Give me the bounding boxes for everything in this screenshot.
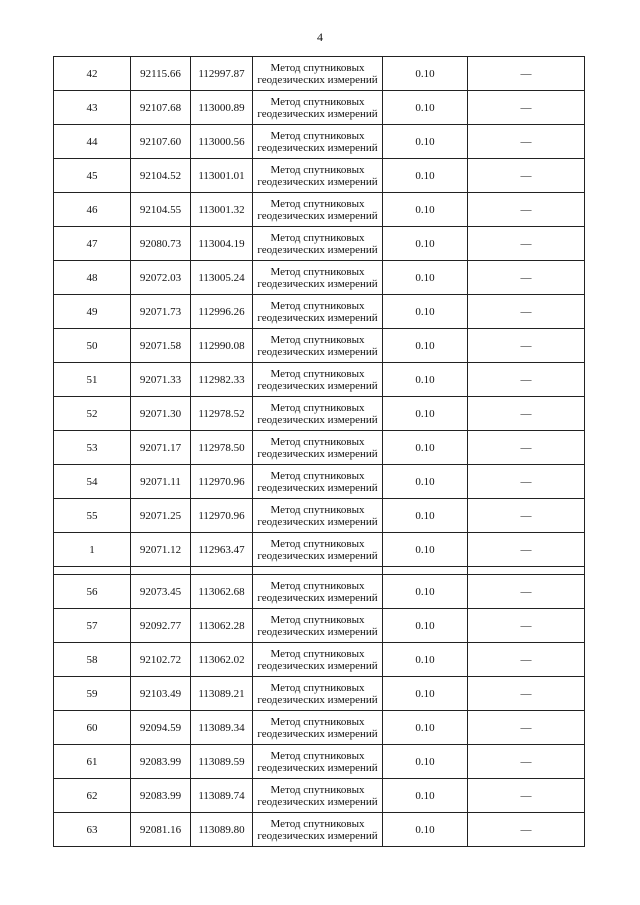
method-line-2: геодезических измерений: [257, 447, 378, 460]
x-coordinate-cell: 92107.60: [131, 125, 191, 159]
group-separator-row: [54, 567, 585, 575]
method-line-2: геодезических измерений: [257, 795, 378, 808]
accuracy-cell: 0.10: [383, 125, 468, 159]
method-line-2: геодезических измерений: [257, 277, 378, 290]
method-cell: [253, 363, 383, 397]
method-line-1: Метод спутниковых: [270, 299, 365, 312]
table-row: [54, 499, 585, 533]
accuracy-cell: 0.10: [383, 499, 468, 533]
method-cell: [253, 91, 383, 125]
y-coordinate-cell: 112978.50: [191, 431, 253, 465]
y-coordinate-cell: 113062.28: [191, 609, 253, 643]
y-coordinate-cell: 112970.96: [191, 465, 253, 499]
method-line-2: геодезических измерений: [257, 481, 378, 494]
separator-cell: [191, 567, 253, 575]
method-line-2: геодезических измерений: [257, 829, 378, 842]
method-line-1: Метод спутниковых: [270, 647, 365, 660]
method-line-2: геодезических измерений: [257, 693, 378, 706]
point-number-cell: 45: [54, 159, 131, 193]
note-cell: —: [468, 125, 585, 159]
note-cell: —: [468, 363, 585, 397]
separator-cell: [131, 567, 191, 575]
x-coordinate-cell: 92103.49: [131, 677, 191, 711]
x-coordinate-cell: 92071.33: [131, 363, 191, 397]
x-coordinate-cell: 92072.03: [131, 261, 191, 295]
point-number-cell: 47: [54, 227, 131, 261]
point-number-cell: 55: [54, 499, 131, 533]
method-cell: [253, 813, 383, 847]
accuracy-cell: 0.10: [383, 779, 468, 813]
y-coordinate-cell: 113062.02: [191, 643, 253, 677]
method-line-2: геодезических измерений: [257, 141, 378, 154]
method-line-2: геодезических измерений: [257, 379, 378, 392]
point-number-cell: 59: [54, 677, 131, 711]
separator-cell: [54, 567, 131, 575]
method-line-1: Метод спутниковых: [270, 469, 365, 482]
table-row: [54, 227, 585, 261]
y-coordinate-cell: 113089.34: [191, 711, 253, 745]
accuracy-cell: 0.10: [383, 813, 468, 847]
y-coordinate-cell: 113089.74: [191, 779, 253, 813]
note-cell: —: [468, 779, 585, 813]
method-line-1: Метод спутниковых: [270, 401, 365, 414]
x-coordinate-cell: 92071.58: [131, 329, 191, 363]
point-number-cell: 54: [54, 465, 131, 499]
table-row: [54, 711, 585, 745]
method-cell: [253, 159, 383, 193]
point-number-cell: 1: [54, 533, 131, 567]
method-line-2: геодезических измерений: [257, 107, 378, 120]
table-row: [54, 779, 585, 813]
method-line-1: Метод спутниковых: [270, 367, 365, 380]
x-coordinate-cell: 92104.55: [131, 193, 191, 227]
table-row: [54, 745, 585, 779]
method-cell: [253, 499, 383, 533]
method-line-2: геодезических измерений: [257, 727, 378, 740]
table-row: [54, 193, 585, 227]
method-cell: [253, 261, 383, 295]
accuracy-cell: 0.10: [383, 91, 468, 125]
y-coordinate-cell: 112990.08: [191, 329, 253, 363]
table-row: [54, 813, 585, 847]
method-line-1: Метод спутниковых: [270, 817, 365, 830]
table-row: [54, 125, 585, 159]
table-row: [54, 159, 585, 193]
point-number-cell: 44: [54, 125, 131, 159]
method-cell: [253, 295, 383, 329]
point-number-cell: 53: [54, 431, 131, 465]
point-number-cell: 63: [54, 813, 131, 847]
table-row: [54, 575, 585, 609]
method-cell: [253, 711, 383, 745]
method-line-1: Метод спутниковых: [270, 333, 365, 346]
x-coordinate-cell: 92071.30: [131, 397, 191, 431]
separator-cell: [253, 567, 383, 575]
x-coordinate-cell: 92073.45: [131, 575, 191, 609]
note-cell: —: [468, 499, 585, 533]
method-line-1: Метод спутниковых: [270, 681, 365, 694]
method-cell: [253, 533, 383, 567]
method-cell: [253, 431, 383, 465]
method-line-2: геодезических измерений: [257, 175, 378, 188]
x-coordinate-cell: 92094.59: [131, 711, 191, 745]
table-row: [54, 431, 585, 465]
y-coordinate-cell: 112996.26: [191, 295, 253, 329]
method-line-2: геодезических измерений: [257, 311, 378, 324]
note-cell: —: [468, 397, 585, 431]
x-coordinate-cell: 92081.16: [131, 813, 191, 847]
method-cell: [253, 125, 383, 159]
note-cell: —: [468, 813, 585, 847]
table-row: [54, 533, 585, 567]
table-row: [54, 397, 585, 431]
x-coordinate-cell: 92083.99: [131, 745, 191, 779]
table-row: [54, 57, 585, 91]
method-cell: [253, 329, 383, 363]
x-coordinate-cell: 92083.99: [131, 779, 191, 813]
point-number-cell: 49: [54, 295, 131, 329]
accuracy-cell: 0.10: [383, 643, 468, 677]
coordinates-table-body: [54, 57, 585, 847]
method-line-1: Метод спутниковых: [270, 61, 365, 74]
y-coordinate-cell: 112982.33: [191, 363, 253, 397]
x-coordinate-cell: 92115.66: [131, 57, 191, 91]
method-line-1: Метод спутниковых: [270, 715, 365, 728]
y-coordinate-cell: 113062.68: [191, 575, 253, 609]
y-coordinate-cell: 113089.59: [191, 745, 253, 779]
point-number-cell: 57: [54, 609, 131, 643]
point-number-cell: 62: [54, 779, 131, 813]
table-row: [54, 363, 585, 397]
note-cell: —: [468, 643, 585, 677]
y-coordinate-cell: 112963.47: [191, 533, 253, 567]
point-number-cell: 50: [54, 329, 131, 363]
method-cell: [253, 193, 383, 227]
accuracy-cell: 0.10: [383, 575, 468, 609]
method-line-2: геодезических измерений: [257, 549, 378, 562]
point-number-cell: 43: [54, 91, 131, 125]
x-coordinate-cell: 92071.11: [131, 465, 191, 499]
method-cell: [253, 609, 383, 643]
method-line-1: Метод спутниковых: [270, 163, 365, 176]
table-row: [54, 609, 585, 643]
method-line-2: геодезических измерений: [257, 659, 378, 672]
page-number: 4: [317, 30, 323, 44]
method-line-2: геодезических измерений: [257, 243, 378, 256]
y-coordinate-cell: 112978.52: [191, 397, 253, 431]
coordinates-table: [53, 56, 585, 847]
accuracy-cell: 0.10: [383, 329, 468, 363]
x-coordinate-cell: 92080.73: [131, 227, 191, 261]
y-coordinate-cell: 112997.87: [191, 57, 253, 91]
point-number-cell: 58: [54, 643, 131, 677]
point-number-cell: 61: [54, 745, 131, 779]
method-line-1: Метод спутниковых: [270, 197, 365, 210]
y-coordinate-cell: 113004.19: [191, 227, 253, 261]
x-coordinate-cell: 92107.68: [131, 91, 191, 125]
method-line-1: Метод спутниковых: [270, 265, 365, 278]
note-cell: —: [468, 193, 585, 227]
method-line-2: геодезических измерений: [257, 209, 378, 222]
separator-cell: [383, 567, 468, 575]
accuracy-cell: 0.10: [383, 193, 468, 227]
point-number-cell: 52: [54, 397, 131, 431]
method-cell: [253, 643, 383, 677]
y-coordinate-cell: 113089.80: [191, 813, 253, 847]
accuracy-cell: 0.10: [383, 397, 468, 431]
note-cell: —: [468, 533, 585, 567]
x-coordinate-cell: 92071.73: [131, 295, 191, 329]
table-row: [54, 677, 585, 711]
accuracy-cell: 0.10: [383, 677, 468, 711]
note-cell: —: [468, 295, 585, 329]
method-line-2: геодезических измерений: [257, 625, 378, 638]
method-line-2: геодезических измерений: [257, 515, 378, 528]
note-cell: —: [468, 711, 585, 745]
separator-cell: [468, 567, 585, 575]
point-number-cell: 51: [54, 363, 131, 397]
method-cell: [253, 465, 383, 499]
note-cell: —: [468, 745, 585, 779]
method-cell: [253, 397, 383, 431]
note-cell: —: [468, 227, 585, 261]
note-cell: —: [468, 57, 585, 91]
table-row: [54, 295, 585, 329]
point-number-cell: 60: [54, 711, 131, 745]
x-coordinate-cell: 92071.12: [131, 533, 191, 567]
table-row: [54, 643, 585, 677]
x-coordinate-cell: 92102.72: [131, 643, 191, 677]
note-cell: —: [468, 431, 585, 465]
point-number-cell: 56: [54, 575, 131, 609]
accuracy-cell: 0.10: [383, 431, 468, 465]
table-row: [54, 261, 585, 295]
table-row: [54, 329, 585, 363]
note-cell: —: [468, 575, 585, 609]
accuracy-cell: 0.10: [383, 533, 468, 567]
method-cell: [253, 575, 383, 609]
method-cell: [253, 677, 383, 711]
point-number-cell: 46: [54, 193, 131, 227]
accuracy-cell: 0.10: [383, 159, 468, 193]
method-line-2: геодезических измерений: [257, 761, 378, 774]
accuracy-cell: 0.10: [383, 295, 468, 329]
x-coordinate-cell: 92071.25: [131, 499, 191, 533]
method-line-1: Метод спутниковых: [270, 129, 365, 142]
note-cell: —: [468, 159, 585, 193]
method-line-2: геодезических измерений: [257, 591, 378, 604]
accuracy-cell: 0.10: [383, 609, 468, 643]
note-cell: —: [468, 465, 585, 499]
accuracy-cell: 0.10: [383, 465, 468, 499]
y-coordinate-cell: 113000.89: [191, 91, 253, 125]
x-coordinate-cell: 92092.77: [131, 609, 191, 643]
accuracy-cell: 0.10: [383, 745, 468, 779]
point-number-cell: 48: [54, 261, 131, 295]
y-coordinate-cell: 113001.01: [191, 159, 253, 193]
note-cell: —: [468, 91, 585, 125]
method-line-1: Метод спутниковых: [270, 749, 365, 762]
method-cell: [253, 57, 383, 91]
accuracy-cell: 0.10: [383, 261, 468, 295]
y-coordinate-cell: 112970.96: [191, 499, 253, 533]
method-line-1: Метод спутниковых: [270, 537, 365, 550]
method-line-2: геодезических измерений: [257, 345, 378, 358]
method-line-1: Метод спутниковых: [270, 231, 365, 244]
accuracy-cell: 0.10: [383, 363, 468, 397]
y-coordinate-cell: 113001.32: [191, 193, 253, 227]
note-cell: —: [468, 677, 585, 711]
method-line-2: геодезических измерений: [257, 413, 378, 426]
y-coordinate-cell: 113089.21: [191, 677, 253, 711]
method-cell: [253, 779, 383, 813]
accuracy-cell: 0.10: [383, 227, 468, 261]
method-line-1: Метод спутниковых: [270, 435, 365, 448]
method-cell: [253, 227, 383, 261]
note-cell: —: [468, 329, 585, 363]
method-line-1: Метод спутниковых: [270, 613, 365, 626]
method-line-1: Метод спутниковых: [270, 503, 365, 516]
accuracy-cell: 0.10: [383, 57, 468, 91]
accuracy-cell: 0.10: [383, 711, 468, 745]
table-row: [54, 91, 585, 125]
x-coordinate-cell: 92104.52: [131, 159, 191, 193]
method-line-1: Метод спутниковых: [270, 95, 365, 108]
method-line-2: геодезических измерений: [257, 73, 378, 86]
x-coordinate-cell: 92071.17: [131, 431, 191, 465]
method-line-1: Метод спутниковых: [270, 579, 365, 592]
y-coordinate-cell: 113000.56: [191, 125, 253, 159]
table-row: [54, 465, 585, 499]
note-cell: —: [468, 261, 585, 295]
note-cell: —: [468, 609, 585, 643]
method-line-1: Метод спутниковых: [270, 783, 365, 796]
method-cell: [253, 745, 383, 779]
point-number-cell: 42: [54, 57, 131, 91]
y-coordinate-cell: 113005.24: [191, 261, 253, 295]
